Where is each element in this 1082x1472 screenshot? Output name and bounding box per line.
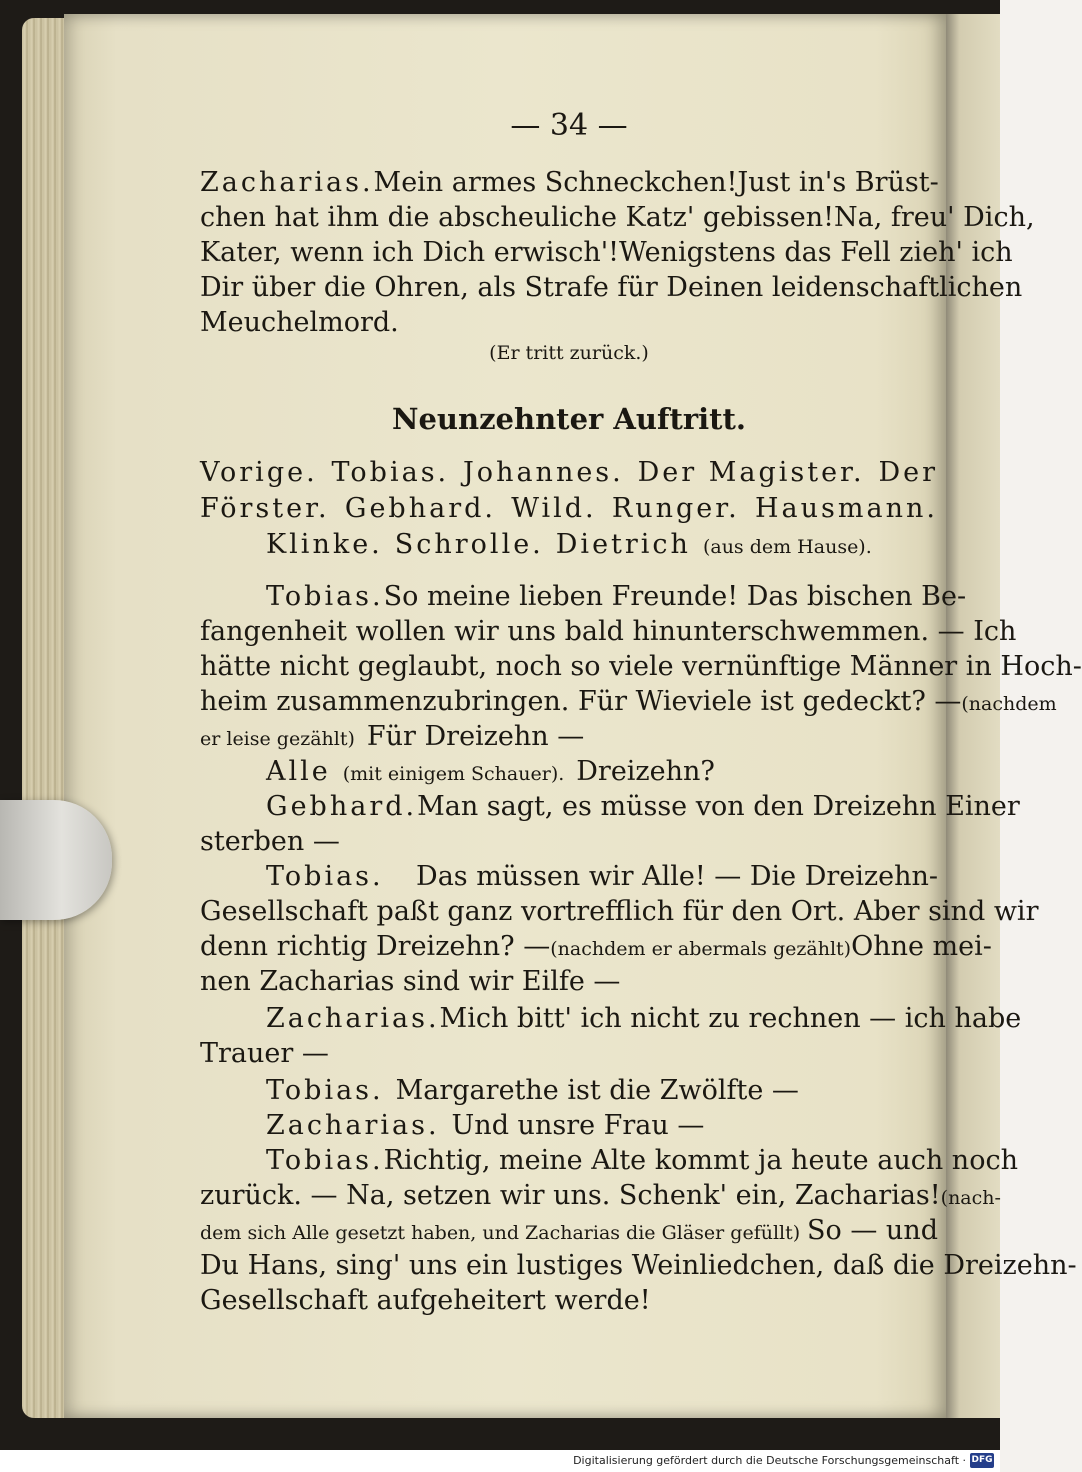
text-line: Kater, wenn ich Dich erwisch'! Wenigstens das Fell zieh' ich [200, 237, 1013, 268]
text-line: Tobias. Margarethe ist die Zwölfte — [266, 1075, 799, 1106]
text-line: Trauer — [200, 1038, 329, 1069]
text-line: Zacharias. Mein armes Schneckchen! Just in's Brüst- [200, 167, 939, 198]
text-line: er leise gezählt) Für Dreizehn — [200, 721, 585, 752]
text-line: denn richtig Dreizehn? — (nachdem er abermals gezählt) Ohne mei- [200, 931, 992, 962]
text-line: Zacharias. Mich bitt' ich nicht zu rechnen — ich habe [266, 1003, 1022, 1034]
text-line: heim zusammenzubringen. Für Wieviele ist gedeckt? — (nachdem [200, 686, 1057, 717]
footer-bar [0, 1450, 1000, 1472]
page-number: — 34 — [510, 108, 628, 143]
text-line: nen Zacharias sind wir Eilfe — [200, 966, 621, 997]
text-line: Dir über die Ohren, als Strafe für Deinen leidenschaftlichen [200, 272, 1023, 303]
text-line: fangenheit wollen wir uns bald hinunterschwemmen. — Ich [200, 616, 1017, 647]
text-line: Tobias. So meine lieben Freunde! Das bischen Be- [266, 581, 967, 612]
text-line: Tobias. Richtig, meine Alte kommt ja heute auch noch [266, 1145, 1018, 1176]
stage-direction: (Er tritt zurück.) [489, 342, 649, 364]
cast-line: Klinke. Schrolle. Dietrich (aus dem Hause). [266, 529, 872, 560]
page-clip [0, 800, 112, 920]
cast-line: Förster. Gebhard. Wild. Runger. Hausmann. [200, 493, 938, 524]
text-line: chen hat ihm die abscheuliche Katz' gebissen! Na, freu' Dich, [200, 202, 1035, 233]
text-line: Gebhard. Man sagt, es müsse von den Dreizehn Einer [266, 791, 1020, 822]
funding-credit: Digitalisierung gefördert durch die Deutsche Forschungsgemeinschaft · [573, 1454, 966, 1467]
dfg-logo: DFG [970, 1453, 994, 1468]
text-line: Alle (mit einigem Schauer). Dreizehn? [266, 756, 715, 787]
scene-heading: Neunzehnter Auftritt. [391, 402, 747, 436]
text-line: zurück. — Na, setzen wir uns. Schenk' ein, Zacharias! (nach- [200, 1180, 1001, 1211]
text-line: sterben — [200, 826, 340, 857]
text-line: Tobias. Das müssen wir Alle! — Die Dreizehn- [266, 861, 938, 892]
text-line: Gesellschaft paßt ganz vortrefflich für den Ort. Aber sind wir [200, 896, 1039, 927]
text-line: Du Hans, sing' uns ein lustiges Weinliedchen, daß die Dreizehn- [200, 1250, 1077, 1281]
book-page [64, 14, 1082, 1418]
text-line: dem sich Alle gesetzt haben, und Zacharias die Gläser gefüllt) So — und [200, 1215, 938, 1246]
text-line: Meuchelmord. [200, 307, 399, 338]
text-line: Zacharias. Und unsre Frau — [266, 1110, 705, 1141]
text-line: hätte nicht geglaubt, noch so viele vernünftige Männer in Hoch- [200, 651, 1082, 682]
cast-line: Vorige. Tobias. Johannes. Der Magister. Der [200, 457, 938, 488]
text-line: Gesellschaft aufgeheitert werde! [200, 1285, 651, 1316]
